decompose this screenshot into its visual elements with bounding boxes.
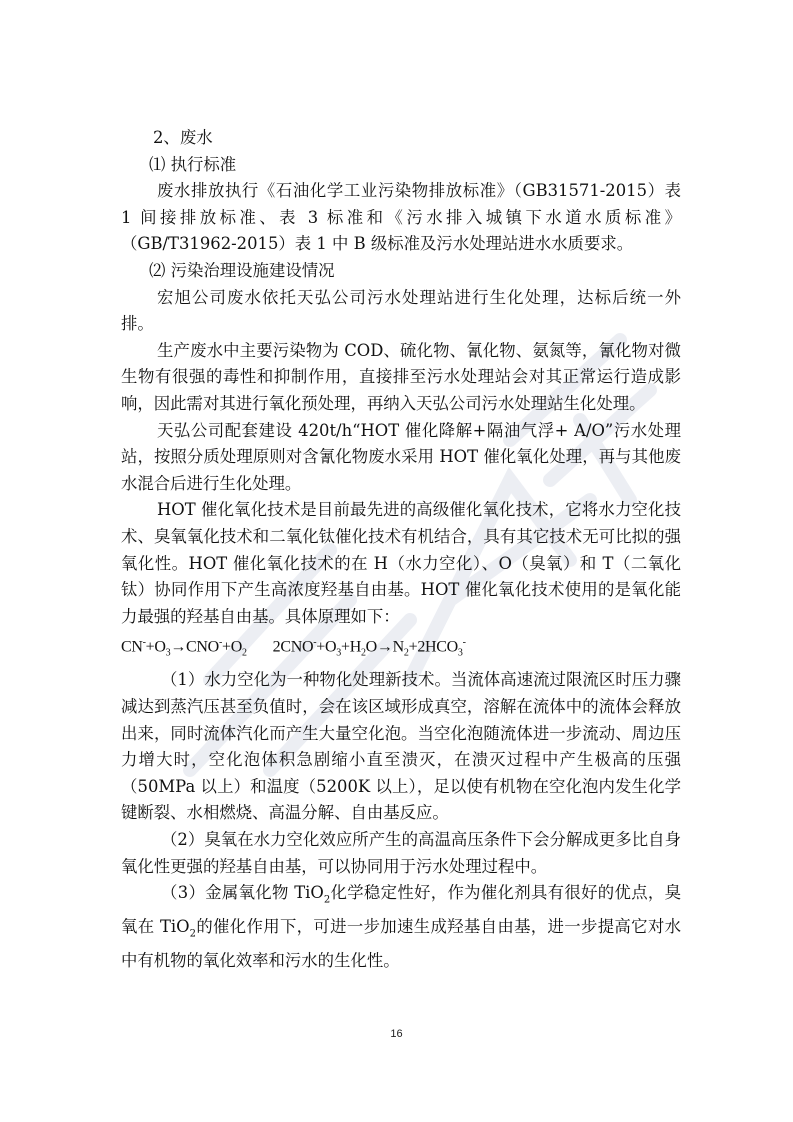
tio2-sub: 2 (323, 894, 331, 906)
tio2-text-c: 的催化作用下，可进一步加速生成羟基自由基，进一步提高它对水中有机物的氧化效率和污水的生化性。 (121, 917, 681, 970)
paragraph-dependency: 宏旭公司废水依托天弘公司污水处理站进行生化处理，达标后统一外排。 (121, 287, 681, 334)
formula-sub: 3 (165, 647, 171, 659)
formula-sub: 2 (241, 647, 247, 659)
formula-sub: 2 (403, 647, 409, 659)
body-text (121, 125, 681, 974)
formula-part: +O (145, 638, 166, 656)
formula-part: +H (340, 638, 361, 656)
formula-part: +O (316, 638, 337, 656)
subsection-standards: ⑴ 执行标准 (149, 154, 237, 174)
formula-sub: 3 (336, 647, 341, 659)
formula-sub: 2 (360, 647, 366, 659)
tio2-text-b: 化学稳定性好，作为催化剂具有很好的优点，臭氧在 TiO (121, 883, 682, 937)
formula-part: 2CNO (272, 638, 314, 656)
reaction-formula (121, 630, 681, 667)
formula-part: →CNO (170, 638, 219, 656)
formula-part: O→N (365, 638, 404, 656)
paragraph-pollutants: 生产废水中主要污染物为 COD、硫化物、氰化物、氨氮等，氰化物对微生物有很强的毒性和抑制作用，直接排至污水处理站会对其正常运行造成影响，因此需对其进行氧化预处理，再纳入天弘公司污水处理站生化处理。 (121, 340, 681, 413)
page-number: 16 (390, 1028, 403, 1040)
paragraph-ozone: （2）臭氧在水力空化效应所产生的高温高压条件下会分解成更多比自身氧化性更强的羟基自由基，可以协同用于污水处理过程中。 (121, 829, 681, 876)
formula-sup: - (313, 637, 317, 649)
tio2-sub: 2 (189, 928, 196, 940)
subsection-facilities: ⑵ 污染治理设施建设情况 (149, 260, 335, 280)
formula-sup: - (142, 637, 146, 649)
section-heading: 2、废水 (153, 128, 213, 147)
formula-sup: - (218, 637, 222, 649)
paragraph-cavitation: （1）水力空化为一种物化处理新技术。当流体高速流过限流区时压力骤减达到蒸汽压甚至负值时，会在该区域形成真空，溶解在流体中的流体会释放出来，同时流体汽化而产生大量空化泡。当空化泡随流体进一步流动、周边压力增大时，空化泡体积急剧缩小直至溃灭，在溃灭过程中产生极高的压强（50MPa 以上）和温度（5200K 以上），足以使有机物在空化泡内发生化学键断裂、水相燃烧、高温分解、自由基反应。 (121, 670, 681, 823)
formula-sub: 3 (457, 647, 463, 659)
paragraph-standards: 废水排放执行《石油化学工业污染物排放标准》（GB31571-2015）表 1 间接排放标准、表 3 标准和《污水排入城镇下水道水质标准》（GB/T31962-2015）表 1 中 B 级标准及污水处理站进水水质要求。 (121, 181, 681, 254)
paragraph-station: 天弘公司配套建设 420t/h“HOT 催化降解+隔油气浮+ A/O”污水处理站，按照分质处理原则对含氰化物废水采用 HOT 催化氧化处理，再与其他废水混合后进行生化处理。 (121, 420, 681, 493)
formula-sup: - (462, 637, 466, 649)
formula-part: +2HCO (408, 638, 458, 656)
paragraph-hot-tech: HOT 催化氧化技术是目前最先进的高级催化氧化技术，它将水力空化技术、臭氧氧化技术和二氧化钛催化技术有机结合，具有其它技术无可比拟的强氧化性。HOT 催化氧化技术的在 H（水力空化）、O（臭氧）和 T（二氧化钛）协同作用下产生高浓度羟基自由基。HOT 催化氧化技术使用的是氧化能力最强的羟基自由基。具体原理如下： (121, 500, 681, 626)
tio2-text-a: （3）金属氧化物 TiO (161, 883, 324, 903)
paragraph-tio2 (121, 880, 681, 974)
formula-cn: CN (121, 638, 143, 656)
formula-part: +O (221, 638, 242, 656)
